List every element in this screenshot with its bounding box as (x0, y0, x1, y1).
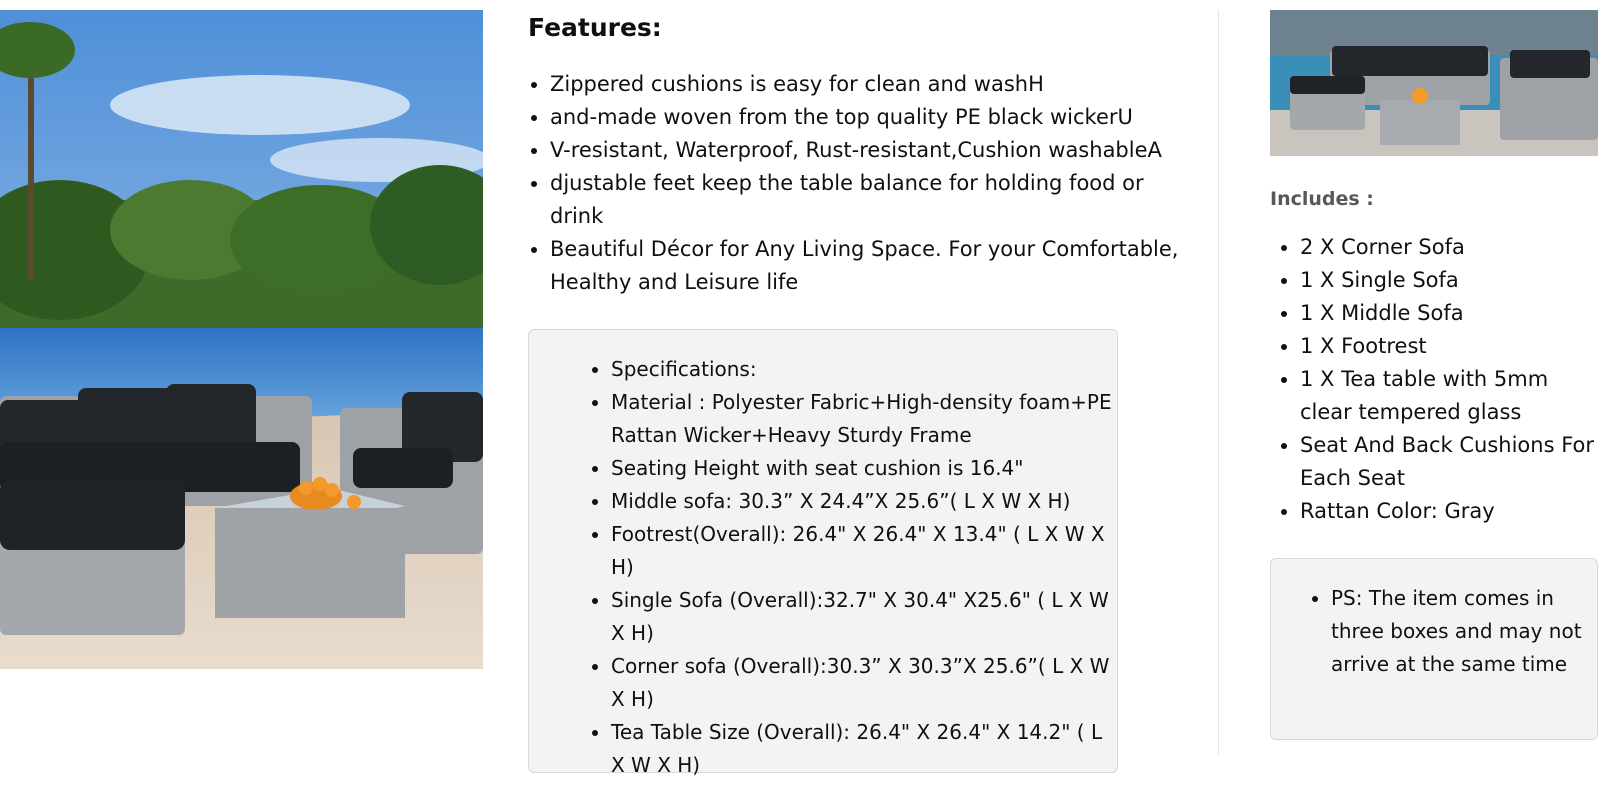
list-item: • Single Sofa (Overall):32.7" X 30.4" X25.6" ( L X W X H) (611, 584, 1121, 650)
list-item: • Seating Height with seat cushion is 16.4" (611, 452, 1121, 485)
list-item: • 1 X Single Sofa (1300, 264, 1600, 297)
includes-heading: Includes : (1270, 188, 1374, 210)
product-main-image (0, 10, 483, 669)
list-item: • djustable feet keep the table balance for holding food or drink (550, 167, 1190, 233)
includes-list (1278, 231, 1600, 528)
list-item: • Middle sofa: 30.3” X 24.4”X 25.6”( L X W X H) (611, 485, 1121, 518)
list-item: • Tea Table Size (Overall): 26.4" X 26.4" X 14.2" ( L X W X H) (611, 716, 1121, 782)
list-item: • Beautiful Décor for Any Living Space. For your Comfortable, Healthy and Leisure life (550, 233, 1190, 299)
list-item: • Material : Polyester Fabric+High-density foam+PE Rattan Wicker+Heavy Sturdy Frame (611, 386, 1121, 452)
list-item: • Corner sofa (Overall):30.3” X 30.3”X 25.6”( L X W X H) (611, 650, 1121, 716)
list-item: • 1 X Middle Sofa (1300, 297, 1600, 330)
note-list (1309, 582, 1601, 681)
list-item: • V-resistant, Waterproof, Rust-resistant,Cushion washableA (550, 134, 1190, 167)
features-list (528, 68, 1190, 299)
list-item: • Footrest(Overall): 26.4" X 26.4" X 13.4" ( L X W X H) (611, 518, 1121, 584)
product-thumbnail-image (1270, 10, 1598, 156)
column-divider (1218, 10, 1219, 755)
list-item: • Specifications: (611, 353, 1121, 386)
list-item: • 2 X Corner Sofa (1300, 231, 1600, 264)
list-item: • Rattan Color: Gray (1300, 495, 1600, 528)
list-item: • Zippered cushions is easy for clean and washH (550, 68, 1190, 101)
specifications-list (589, 353, 1121, 782)
features-heading: Features: (528, 13, 662, 42)
list-item: • 1 X Tea table with 5mm clear tempered glass (1300, 363, 1600, 429)
list-item: • 1 X Footrest (1300, 330, 1600, 363)
list-item: • and-made woven from the top quality PE black wickerU (550, 101, 1190, 134)
list-item: • Seat And Back Cushions For Each Seat (1300, 429, 1600, 495)
list-item: • PS: The item comes in three boxes and may not arrive at the same time (1331, 582, 1601, 681)
